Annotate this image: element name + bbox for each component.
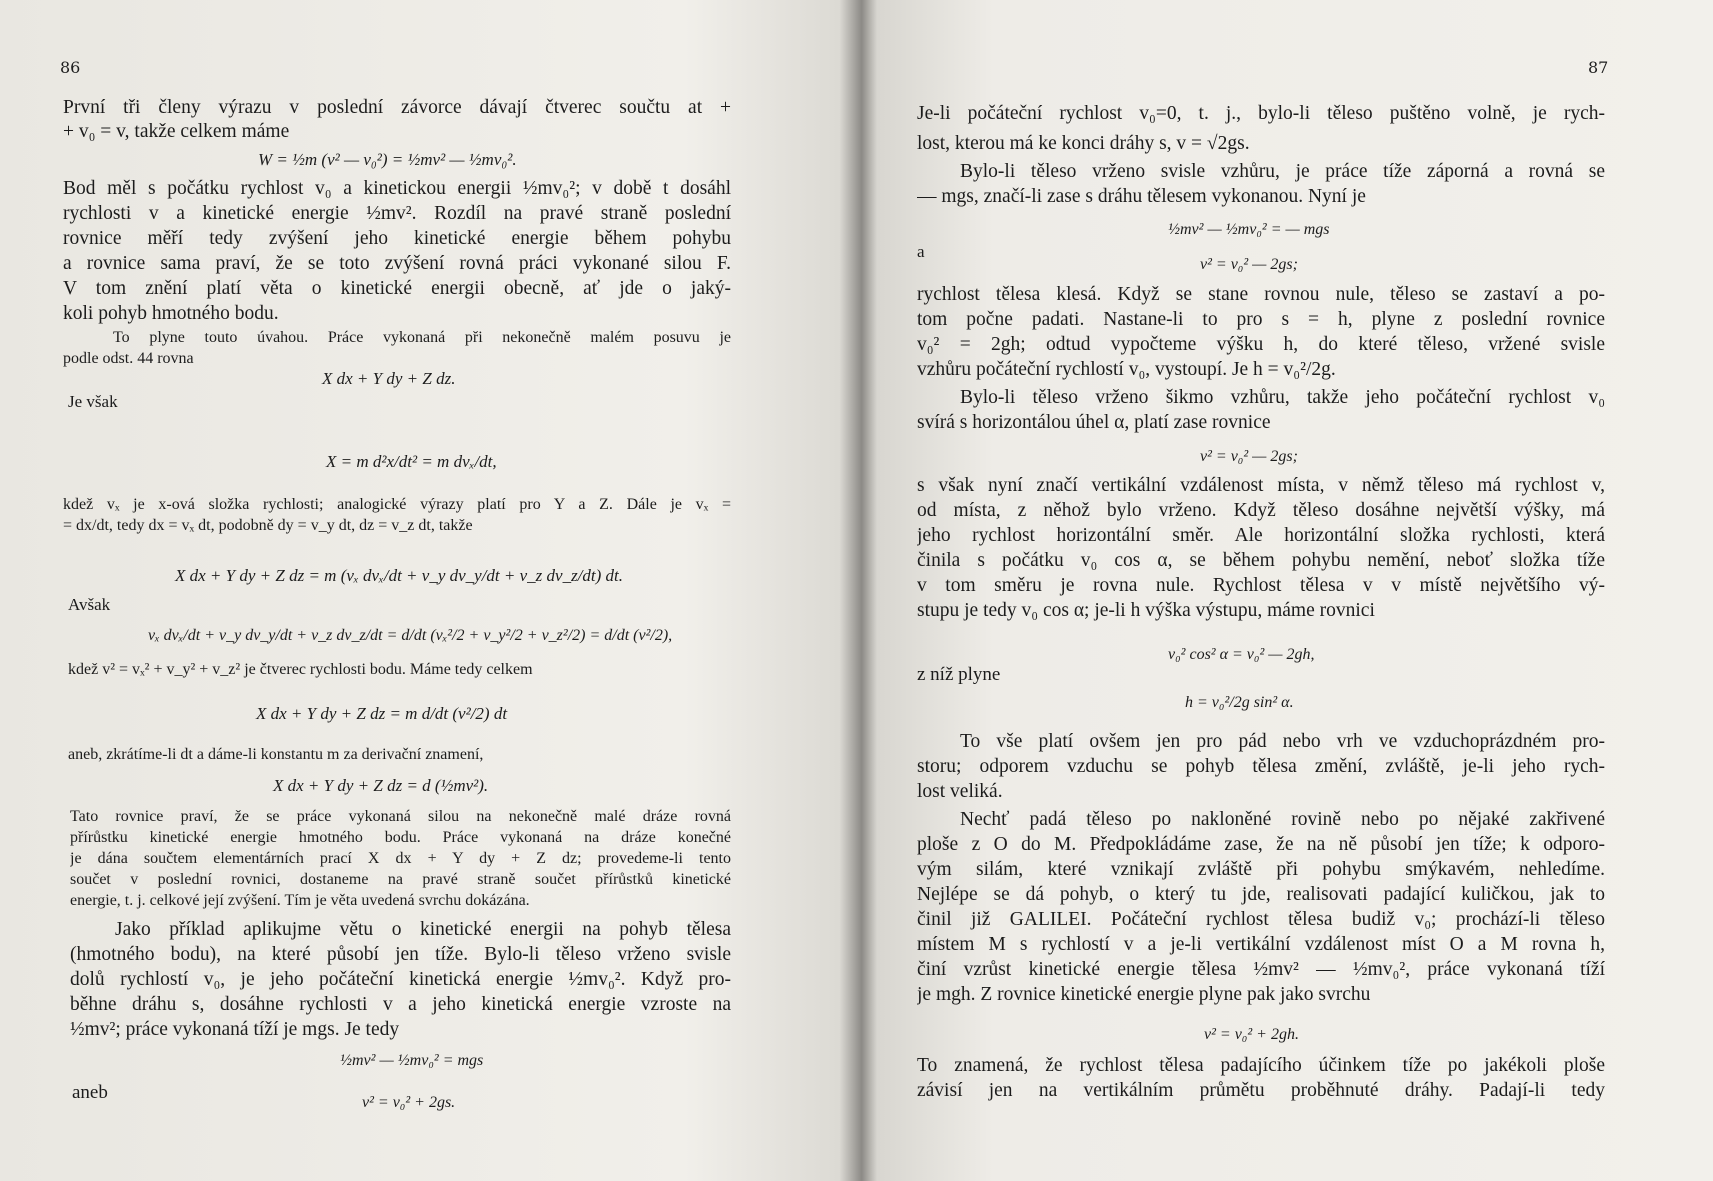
text-line: rychlosti v a kinetické energie ½mv². Rozdíl na pravé straně poslední [63,203,731,224]
text-line: aneb [72,1082,108,1103]
text-line: je mgh. Z rovnice kinetické energie plyne pak jako svrchu [917,984,1371,1005]
text-line: svírá s horizontálou úhel α, platí zase rovnice [917,412,1271,433]
text-line: Jako příklad aplikujme větu o kinetické energii na pohyb tělesa [115,919,731,940]
text-line: (hmotného bodu), na které působí jen tíže. Bylo-li těleso vrženo svisle [70,944,731,965]
text-line: energie, t. j. celkové její zvýšení. Tím je věta uvedená svrchu dokázána. [70,892,530,909]
text-line: činila s počátku v₀ cos α, se během pohybu nemění, neboť složka tíže [917,550,1605,571]
text-line: Nejlépe se dá pohyb, o který tu jde, realisovati padající kuličkou, jak to [917,884,1605,905]
equation: v² = v₀² — 2gs; [1200,256,1298,273]
text-line: První tři členy výrazu v poslední závorce dávají čtverec součtu at + [63,97,731,118]
text-line: aneb, zkrátíme-li dt a dáme-li konstantu m za derivační znamení, [68,746,484,763]
text-line: běhne dráhu s, dosáhne rychlosti v a jeho kinetická energie vzroste na [70,994,731,1015]
equation: W = ½m (v² — v₀²) = ½mv² — ½mv₀². [258,150,517,169]
text-line: závisí jen na vertikálním průmětu proběhnuté dráhy. Padají-li tedy [917,1080,1605,1101]
text-line: To znamená, že rychlost tělesa padajícího účinkem tíže po jakékoli ploše [917,1055,1605,1076]
text-line: Avšak [68,595,111,614]
text-line: rychlost tělesa klesá. Když se stane rovnou nule, těleso se zastaví a po- [917,284,1605,305]
equation: X dx + Y dy + Z dz = m (vₓ dvₓ/dt + v_y dv_y/dt + v_z dv_z/dt) dt. [175,566,624,585]
text-line: činí vzrůst kinetické energie tělesa ½mv² — ½mv₀², práce vykonaná tíží [917,959,1605,980]
text-line: rovnice měří tedy zvýšení jeho kinetické energie během pohybu [63,228,731,249]
text-line: ploše z O do M. Předpokládáme zase, že na ně působí jen tíže; k odporo- [917,834,1605,855]
text-line: v₀² = 2gh; odtud vypočteme výšku h, do které těleso, vržené svisle [917,334,1605,355]
text-line: Bylo-li těleso vrženo šikmo vzhůru, takže jeho počáteční rychlost v₀ [960,387,1605,408]
text-line: podle odst. 44 rovna [63,350,194,367]
equation: ½mv² — ½mv₀² = mgs [340,1052,484,1069]
equation: v² = v₀² + 2gh. [1204,1026,1299,1043]
equation: X dx + Y dy + Z dz = d (½mv²). [273,776,489,795]
text-line: Tato rovnice praví, že se práce vykonaná silou na nekonečně malé dráze rovná [70,808,731,825]
text-line: dolů rychlostí v₀, je jeho počáteční kinetická energie ½mv₀². Když pro- [70,969,731,990]
text-line: s však nyní značí vertikální vzdálenost místa, v němž těleso má rychlost v, [917,475,1605,496]
equation: X dx + Y dy + Z dz. [322,369,456,388]
text-line: vzhůru počáteční rychlostí v₀, vystoupí. Je h = v₀²/2g. [917,359,1336,380]
text-line: — mgs, značí-li zase s dráhu tělesem vykonanou. Nyní je [917,186,1366,207]
text-line: vým silám, které vznikají zvláště při pohybu smýkavém, nehledíme. [917,859,1605,880]
text-line: součet v poslední rovnici, dostaneme na pravé straně součet přírůstků kinetické [70,871,731,888]
text-line: To plyne touto úvahou. Práce vykonaná při nekonečně malém posuvu je [113,329,731,346]
text-line: přírůstku kinetické energie hmotného bodu. Práce vykonaná na dráze konečné [70,829,731,846]
text-line: lost veliká. [917,781,1003,802]
equation: h = v₀²/2g sin² α. [1185,694,1294,711]
text-line: jeho rychlost horizontální směr. Ale horizontální složka rychlosti, která [917,525,1605,546]
text-line: lost, kterou má ke konci dráhy s, v = √2gs. [917,133,1250,154]
right-page [846,0,1713,1181]
text-line: Je však [68,392,118,411]
text-line: kdež vₓ je x-ová složka rychlosti; analogické výrazy platí pro Y a Z. Dále je vₓ = [63,496,731,513]
text-line: z níž plyne [917,664,1001,685]
text-line: v tom směru je rovna nule. Rychlost tělesa v v místě největšího vý- [917,575,1605,596]
text-line: V tom znění platí věta o kinetické energii obecně, ať jde o jaký- [63,278,731,299]
equation: X = m d²x/dt² = m dvₓ/dt, [326,452,497,471]
text-line: ½mv²; práce vykonaná tíží je mgs. Je tedy [70,1019,400,1040]
text-line: místem M s rychlostí v a je-li vertikální vzdálenost míst O a M rovna h, [917,934,1605,955]
text-line: koli pohyb hmotného bodu. [63,303,279,324]
text-line: To vše platí ovšem jen pro pád nebo vrh ve vzduchoprázdném pro- [960,731,1605,752]
equation: ½mv² — ½mv₀² = — mgs [1168,221,1330,238]
text-line: tom počne padati. Nastane-li to pro s = h, plyne z poslední rovnice [917,309,1605,330]
text-line: a [917,242,925,261]
left-page [0,0,835,1181]
text-line: je dána součtem elementárních prací X dx + Y dy + Z dz; provedeme-li tento [70,850,731,867]
text-line: Nechť padá těleso po nakloněné rovině nebo po nějaké zakřivené [960,809,1605,830]
text-line: od místa, z něhož bylo vrženo. Když těleso dosáhne největší výšky, má [917,500,1605,521]
text-line: storu; odporem vzduchu se pohyb tělesa změní, zvláště, je-li jeho rych- [917,756,1605,777]
text-line: stupu je tedy v₀ cos α; je-li h výška výstupu, máme rovnici [917,600,1375,621]
text-line: Je-li počáteční rychlost v₀=0, t. j., bylo-li těleso puštěno volně, je rych- [917,103,1605,124]
equation: vₓ dvₓ/dt + v_y dv_y/dt + v_z dv_z/dt = d/dt (vₓ²/2 + v_y²/2 + v_z²/2) = d/dt (v²/2), [148,627,673,644]
page-number: 86 [60,58,81,77]
text-line: a rovnice sama praví, že se toto zvýšení rovná práci vykonané silou F. [63,253,731,274]
equation: v² = v₀² — 2gs; [1200,448,1298,465]
equation: X dx + Y dy + Z dz = m d/dt (v²/2) dt [256,704,508,723]
equation: v₀² cos² α = v₀² — 2gh, [1168,646,1315,663]
text-line: = dx/dt, tedy dx = vₓ dt, podobně dy = v_y dt, dz = v_z dt, takže [63,517,473,534]
equation: v² = v₀² + 2gs. [362,1094,456,1111]
text-line: Bod měl s počátku rychlost v₀ a kinetickou energii ½mv₀²; v době t dosáhl [63,178,731,199]
text-line: činil již GALILEI. Počáteční rychlost tělesa budiž v₀; prochází-li těleso [917,909,1605,930]
text-line: Bylo-li těleso vrženo svisle vzhůru, je práce tíže záporná a rovná se [960,161,1605,182]
text-line: + v₀ = v, takže celkem máme [63,121,290,142]
page-number: 87 [1588,58,1609,77]
text-line: kdež v² = vₓ² + v_y² + v_z² je čtverec rychlosti bodu. Máme tedy celkem [68,661,533,678]
